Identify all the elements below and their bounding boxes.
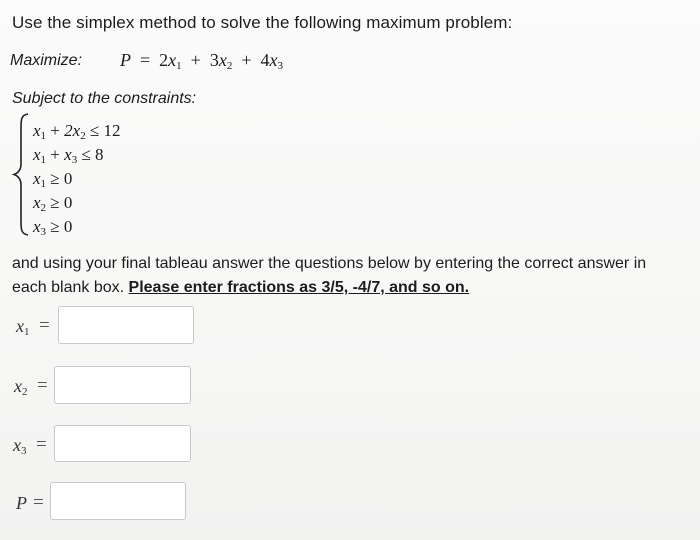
constraint-1: $x_1 + 2x_2 \le 12$ <box>33 121 121 142</box>
objective-sub-1: 1 <box>176 60 182 72</box>
answer-input-x3[interactable] <box>54 425 191 462</box>
objective-lhs: P <box>120 50 131 70</box>
maximize-label: Maximize: <box>10 52 83 69</box>
objective-coef-2: 3 <box>209 50 219 70</box>
objective-var-2: x <box>218 50 227 70</box>
objective-equals: = <box>135 50 155 70</box>
objective-coef-1: 2 <box>159 50 169 70</box>
constraint-4: $x_2 \ge 0$ <box>33 193 73 214</box>
answer-label-x2: $x_2$ <box>14 376 28 398</box>
answer-equals-x2: = <box>37 375 48 396</box>
answer-label-x3: $x_3$ <box>13 435 27 457</box>
constraint-2: $x_1 + x_3 \le 8$ <box>33 145 104 166</box>
problem-intro: Use the simplex method to solve the following maximum problem: <box>12 13 513 32</box>
fraction-format-note: Please enter fractions as 3/5, -4/7, and so on. <box>128 279 470 296</box>
answer-label-x1: $x_1$ <box>16 316 30 338</box>
answer-input-x2[interactable] <box>54 366 191 404</box>
constraint-5: $x_3 \ge 0$ <box>33 217 73 238</box>
objective-function: $P = 2x_1 + 3x_2 + 4x_3$ <box>120 50 283 72</box>
instructions <box>12 252 682 300</box>
instructions-text: and using your final tableau answer the questions below by entering the correct answer in each blank box. <box>12 255 647 296</box>
objective-coef-3: 4 <box>260 50 270 70</box>
answer-equals-p: = <box>33 492 44 513</box>
constraint-brace <box>11 112 31 237</box>
answer-label-p: P <box>16 493 27 513</box>
constraint-3: $x_1 \ge 0$ <box>33 169 73 190</box>
answer-equals-x1: = <box>39 315 50 336</box>
objective-sub-2: 2 <box>226 60 233 72</box>
objective-sub-3: 3 <box>277 60 283 72</box>
answer-input-p[interactable] <box>50 482 186 520</box>
objective-var-1: x <box>168 50 177 70</box>
answer-input-x1[interactable] <box>58 306 194 344</box>
constraints-label: Subject to the constraints: <box>12 90 197 107</box>
objective-var-3: x <box>269 50 278 70</box>
answer-equals-x3: = <box>36 434 47 455</box>
